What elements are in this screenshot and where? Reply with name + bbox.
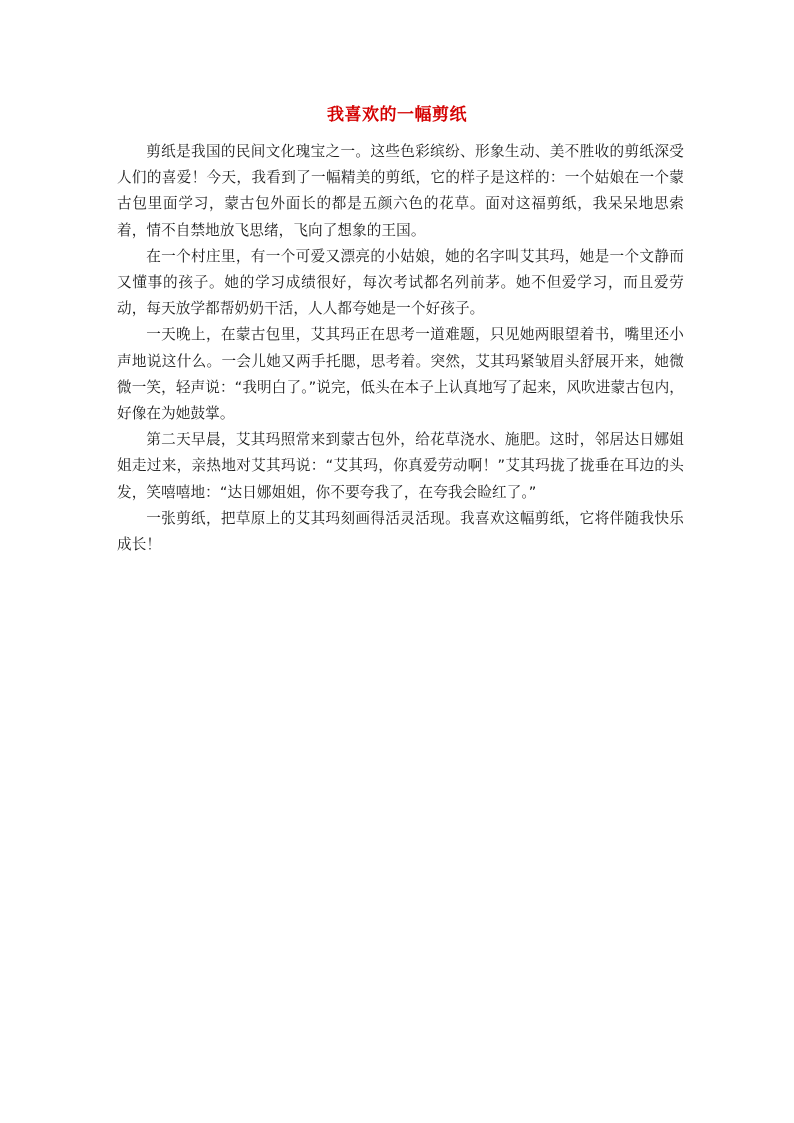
document-body xyxy=(117,139,684,558)
paragraph-2: 在一个村庄里，有一个可爱又漂亮的小姑娘，她的名字叫艾其玛，她是一个文静而又懂事的孩子。她的学习成绩很好，每次考试都名列前茅。她不但爱学习，而且爱劳动，每天放学都帮奶奶干活，人人都夸她是一个好孩子。 xyxy=(117,247,684,318)
paragraph-1: 剪纸是我国的民间文化瑰宝之一。这些色彩缤纷、形象生动、美不胜收的剪纸深受人们的喜爱！今天，我看到了一幅精美的剪纸，它的样子是这样的：一个姑娘在一个蒙古包里面学习，蒙古包外面长的都是五颜六色的花草。面对这福剪纸，我呆呆地思索着，情不自禁地放飞思绪，飞向了想象的王国。 xyxy=(117,143,684,239)
paragraph-3: 一天晚上，在蒙古包里，艾其玛正在思考一道难题，只见她两眼望着书，嘴里还小声地说这什么。一会儿她又两手托腮，思考着。突然，艾其玛紧皱眉头舒展开来，她微微一笑，轻声说：“我明白了。”说完，低头在本子上认真地写了起来，风吹进蒙古包内，好像在为她鼓掌。 xyxy=(117,326,684,423)
document-title: 我喜欢的一幅剪纸 xyxy=(327,105,467,125)
paragraph-4: 第二天早晨，艾其玛照常来到蒙古包外，给花草浇水、施肥。这时，邻居达日娜姐姐走过来，亲热地对艾其玛说：“艾其玛，你真爱劳动啊！”艾其玛拢了拢垂在耳边的头发，笑嘻嘻地：“达日娜姐姐，你不要夸我了，在夸我会睑红了。” xyxy=(117,431,684,501)
paragraph-5: 一张剪纸，把草原上的艾其玛刻画得活灵活现。我喜欢这幅剪纸，它将伴随我快乐成长！ xyxy=(117,509,684,554)
